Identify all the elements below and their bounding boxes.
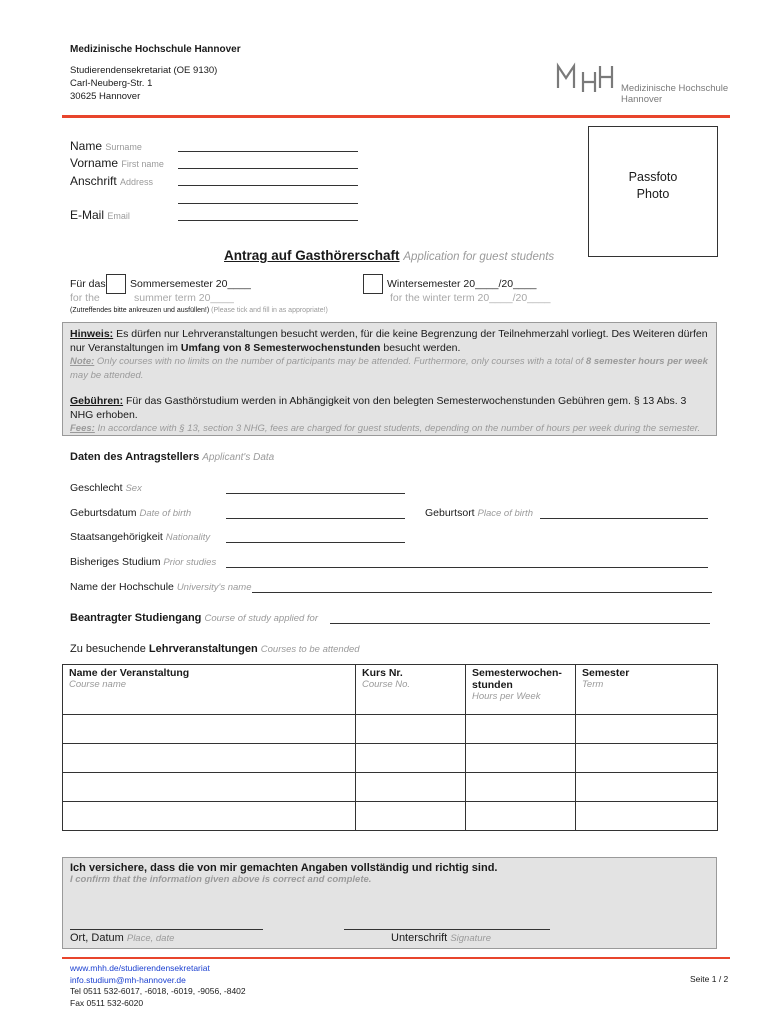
note-text-1: Only courses with no limits on the number of participants may be attended. Furthermore, only courses with a total of <box>96 356 584 367</box>
website-link[interactable]: www.mhh.de/studierendensekretariat <box>70 963 210 973</box>
table-cell[interactable] <box>576 715 718 744</box>
mhh-logo <box>556 62 618 97</box>
table-cell[interactable] <box>466 773 576 802</box>
summer-term-label-de: Sommersemester 20____ <box>130 278 251 290</box>
winter-term-label-en: for the winter term 20____/20____ <box>390 292 551 304</box>
col-term-de: Semester <box>582 667 630 679</box>
summer-term-checkbox[interactable] <box>106 274 126 294</box>
courses-intro-text: Zu besuchende <box>70 643 146 655</box>
for-label-de: Für das <box>70 278 106 290</box>
table-cell[interactable] <box>576 802 718 831</box>
table-row <box>63 715 718 744</box>
table-cell[interactable] <box>356 715 466 744</box>
pob-field[interactable] <box>540 518 708 519</box>
table-row <box>63 802 718 831</box>
name-label-en: Surname <box>105 142 142 152</box>
hint-text-1: Es dürfen nur Lehrveranstaltungen besucht werden, für die keine Begrenzung der Teilnehmerzahl vorliegt. Des Weiteren dürfen nur Veranstaltungen im <box>70 328 708 354</box>
signature-label-en: Signature <box>450 933 491 944</box>
applicant-heading-en: Applicant's Data <box>202 452 275 463</box>
pob-label-de: Geburtsort <box>425 507 475 519</box>
firstname-label <box>70 156 164 170</box>
gender-label <box>70 482 142 494</box>
dob-label-de: Geburtsdatum <box>70 507 137 519</box>
col-course-name-header <box>63 665 356 715</box>
name-field[interactable] <box>178 151 358 152</box>
course-applied-label-en: Course of study applied for <box>204 613 319 624</box>
address-label-de: Anschrift <box>70 174 117 188</box>
fees-text: Für das Gasthörstudium werden in Abhängigkeit von den belegten Semesterwochenstunden Gebühren gem. § 13 Abs. 3 NHG erhoben. <box>70 395 687 421</box>
course-applied-label <box>70 612 318 624</box>
dob-label-en: Date of birth <box>139 508 192 519</box>
logo-caption <box>621 83 728 105</box>
col-course-no-header <box>356 665 466 715</box>
address-field-2[interactable] <box>178 203 358 204</box>
nationality-label <box>70 531 210 543</box>
photo-box[interactable] <box>588 126 718 257</box>
table-cell[interactable] <box>466 715 576 744</box>
firstname-field[interactable] <box>178 168 358 169</box>
address-label <box>70 174 153 188</box>
name-label-de: Name <box>70 139 103 153</box>
header-accent-rule <box>62 115 730 118</box>
address-field-1[interactable] <box>178 185 358 186</box>
prior-studies-field[interactable] <box>226 567 708 568</box>
col-term-en: Term <box>582 679 604 690</box>
table-row <box>63 773 718 802</box>
notice-box <box>62 322 717 436</box>
footer-fax: Fax 0511 532-6020 <box>70 997 144 1008</box>
col-hours-header <box>466 665 576 715</box>
applicant-heading <box>70 451 274 463</box>
place-date-label-de: Ort, Datum <box>70 932 124 944</box>
dob-label <box>70 507 191 519</box>
nationality-label-de: Staatsangehörigkeit <box>70 531 163 543</box>
hint-bold: Umfang von 8 Semesterwochenstunden <box>180 342 381 354</box>
table-cell[interactable] <box>466 802 576 831</box>
footer-phone: Tel 0511 532-6017, -6018, -6019, -9056, -8402 <box>70 986 246 996</box>
nationality-field[interactable] <box>226 542 405 543</box>
photo-label-en: Photo <box>636 187 670 201</box>
mhh-logo-icon <box>556 62 618 92</box>
university-label-de: Name der Hochschule <box>70 581 174 593</box>
office-line: Studierendensekretariat (OE 9130) <box>70 65 218 76</box>
gender-label-de: Geschlecht <box>70 482 123 494</box>
signature-label-de: Unterschrift <box>391 932 448 944</box>
confirmation-text-en: I confirm that the information given above is correct and complete. <box>70 874 372 885</box>
signature-field[interactable] <box>344 929 550 930</box>
fees-en-label: Fees: <box>70 423 95 434</box>
for-label-en: for the <box>70 292 100 304</box>
tick-instruction-de: (Zutreffendes bitte ankreuzen und ausfüllen!) <box>70 307 210 314</box>
courses-table <box>62 664 718 831</box>
gender-field[interactable] <box>226 493 405 494</box>
note-text-2: may be attended. <box>70 370 144 381</box>
university-label-en: University's name <box>176 582 252 593</box>
address-label-en: Address <box>120 177 154 187</box>
prior-studies-label-en: Prior studies <box>163 557 217 568</box>
hint-label: Hinweis: <box>70 328 114 340</box>
table-cell[interactable] <box>356 802 466 831</box>
winter-term-label-de: Wintersemester 20____/20____ <box>387 278 537 290</box>
email-label-de: E-Mail <box>70 208 105 222</box>
university-label <box>70 581 251 593</box>
table-cell[interactable] <box>63 744 356 773</box>
hint-text-2: besucht werden. <box>383 342 461 354</box>
tick-instruction-en: (Please tick and fill in as appropriate!) <box>211 307 328 314</box>
fees-label: Gebühren: <box>70 395 124 407</box>
col-course-name-en: Course name <box>69 679 127 690</box>
name-label <box>70 139 142 153</box>
course-applied-label-de: Beantragter Studiengang <box>70 612 202 624</box>
courses-intro-en: Courses to be attended <box>260 644 360 655</box>
note-label: Note: <box>70 356 95 367</box>
note-bold: 8 semester hours per week <box>585 356 708 367</box>
email-label-en: Email <box>107 211 130 221</box>
form-title-en: Application for guest students <box>403 251 555 263</box>
place-date-label <box>70 932 174 944</box>
tick-instruction <box>70 307 328 314</box>
table-cell[interactable] <box>356 773 466 802</box>
table-cell[interactable] <box>576 744 718 773</box>
confirmation-text-de: Ich versichere, dass die von mir gemachten Angaben vollständig und richtig sind. <box>70 862 498 874</box>
fees-paragraph <box>70 394 709 422</box>
place-date-label-en: Place, date <box>126 933 175 944</box>
col-course-name-de: Name der Veranstaltung <box>69 667 190 679</box>
gender-label-en: Sex <box>125 483 142 494</box>
table-cell[interactable] <box>63 802 356 831</box>
pob-label <box>425 507 533 519</box>
university-field[interactable] <box>252 592 712 593</box>
pob-label-en: Place of birth <box>477 508 533 519</box>
col-term-header <box>576 665 718 715</box>
applicant-heading-de: Daten des Antragstellers <box>70 451 200 463</box>
street-line: Carl-Neuberg-Str. 1 <box>70 78 153 89</box>
form-title <box>224 248 554 263</box>
photo-label-de: Passfoto <box>628 170 678 184</box>
table-cell[interactable] <box>466 744 576 773</box>
prior-studies-label-de: Bisheriges Studium <box>70 556 161 568</box>
courses-intro-bold: Lehrveranstaltungen <box>148 643 258 655</box>
table-cell[interactable] <box>63 715 356 744</box>
nationality-label-en: Nationality <box>165 532 211 543</box>
col-hours-en: Hours per Week <box>472 691 541 702</box>
email-label <box>70 208 130 222</box>
email-field[interactable] <box>178 220 358 221</box>
col-hours-de: Semesterwochen-stunden <box>472 667 562 691</box>
fees-en-paragraph <box>70 422 709 436</box>
summer-term-label-en: summer term 20____ <box>134 292 234 304</box>
email-link[interactable]: info.studium@mh-hannover.de <box>70 974 186 985</box>
firstname-label-de: Vorname <box>70 156 119 170</box>
course-applied-field[interactable] <box>330 623 710 624</box>
hint-paragraph <box>70 327 709 355</box>
page-number: Seite 1 / 2 <box>690 974 729 984</box>
col-course-no-de: Kurs Nr. <box>362 667 403 679</box>
note-paragraph <box>70 355 709 383</box>
fees-en-text: In accordance with § 13, section 3 NHG, fees are charged for guest students, depending on the number of hours per week during the semester. <box>97 423 701 434</box>
footer-contact <box>70 963 246 1009</box>
institution-name: Medizinische Hochschule Hannover <box>70 44 241 55</box>
office-address <box>70 64 217 103</box>
place-date-field[interactable] <box>70 929 263 930</box>
prior-studies-label <box>70 556 216 568</box>
signature-label <box>391 932 491 944</box>
firstname-label-en: First name <box>121 159 164 169</box>
table-header-row <box>63 665 718 715</box>
footer-accent-rule <box>62 957 730 959</box>
logo-caption-line1: Medizinische Hochschule <box>621 83 729 94</box>
form-title-de: Antrag auf Gasthörerschaft <box>224 248 400 263</box>
courses-intro <box>70 643 360 655</box>
table-cell[interactable] <box>356 744 466 773</box>
city-line: 30625 Hannover <box>70 91 141 102</box>
table-cell[interactable] <box>63 773 356 802</box>
table-row <box>63 744 718 773</box>
logo-caption-line2: Hannover <box>621 94 663 105</box>
col-course-no-en: Course No. <box>362 679 411 690</box>
table-cell[interactable] <box>576 773 718 802</box>
winter-term-checkbox[interactable] <box>363 274 383 294</box>
dob-field[interactable] <box>226 518 405 519</box>
